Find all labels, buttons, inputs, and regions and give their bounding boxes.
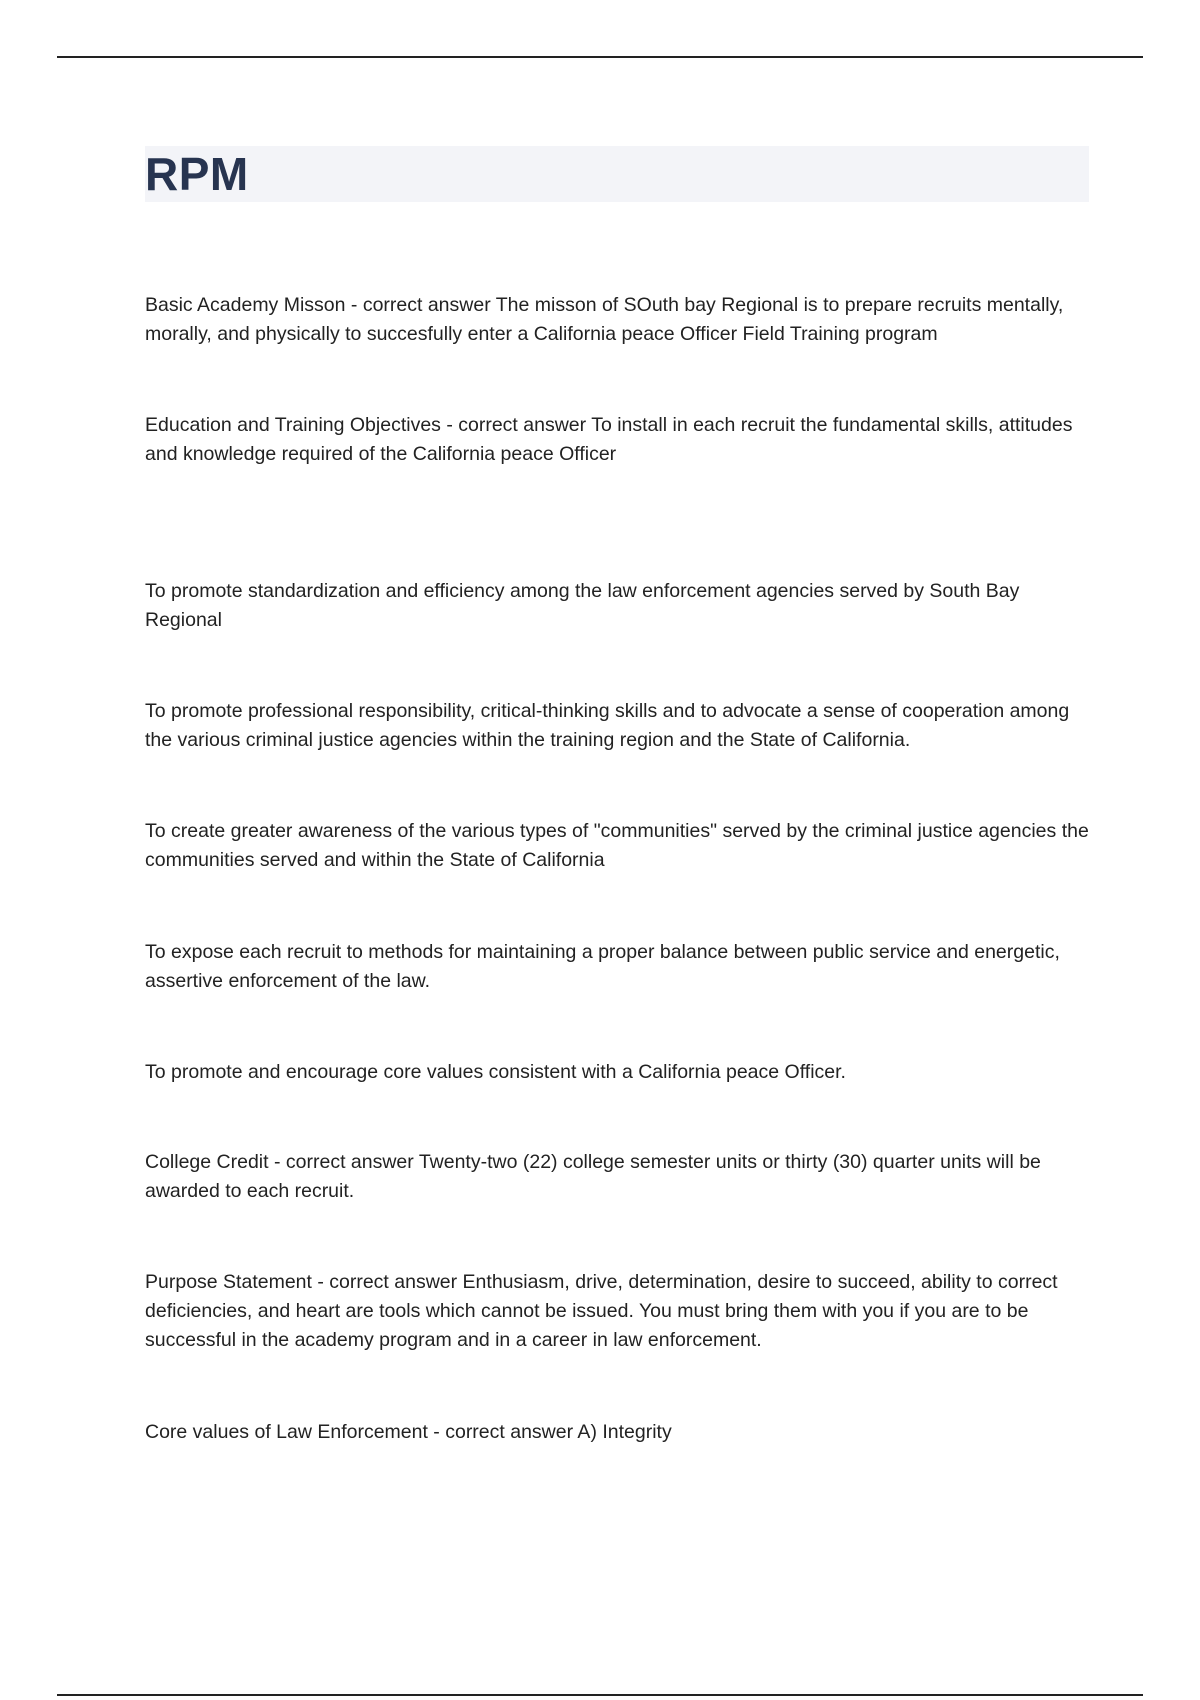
paragraph-core-values-promote: To promote and encourage core values consistent with a California peace Officer.	[145, 1061, 846, 1083]
paragraph-college-credit: College Credit - correct answer Twenty-two (22) college semester units or thirty (30) quarter units will be awarded to each recruit.	[145, 1151, 1041, 1202]
footer-rule	[57, 1694, 1143, 1696]
paragraph-basic-academy-mission: Basic Academy Misson - correct answer The misson of SOuth bay Regional is to prepare recruits mentally, morally, and physically to succesfully enter a California peace Officer Field Training program	[145, 294, 1064, 345]
paragraph-professional-responsibility: To promote professional responsibility, critical-thinking skills and to advocate a sense of cooperation among the various criminal justice agencies within the training region and the State of California.	[145, 700, 1070, 751]
paragraph-standardization: To promote standardization and efficiency among the law enforcement agencies served by South Bay Regional	[145, 580, 1020, 631]
paragraph-purpose-statement: Purpose Statement - correct answer Enthusiasm, drive, determination, desire to succeed, ability to correct deficiencies, and heart are tools which cannot be issued. You must bring them with you if you are to be successful in the academy program and in a career in law enforcement.	[145, 1271, 1058, 1351]
title-band	[145, 146, 1089, 202]
page-title: RPM	[145, 148, 249, 200]
paragraph-communities: To create greater awareness of the various types of "communities" served by the criminal justice agencies the communities served and within the State of California	[145, 820, 1089, 871]
header-rule	[57, 56, 1143, 58]
paragraph-public-service-balance: To expose each recruit to methods for maintaining a proper balance between public service and energetic, assertive enforcement of the law.	[145, 941, 1060, 992]
paragraph-education-objectives: Education and Training Objectives - correct answer To install in each recruit the fundamental skills, attitudes and knowledge required of the California peace Officer	[145, 414, 1073, 465]
paragraph-core-values-law-enforcement: Core values of Law Enforcement - correct answer A) Integrity	[145, 1421, 672, 1443]
